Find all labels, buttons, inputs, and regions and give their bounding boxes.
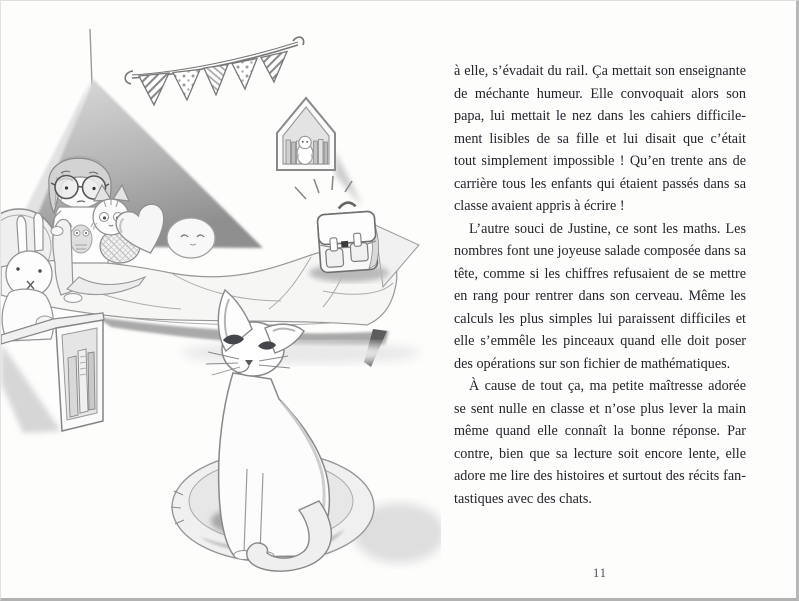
pennant-flag	[173, 70, 200, 101]
bunny-ear	[17, 216, 27, 254]
text-line: de méchante humeur. Elle convoquait alors son	[454, 85, 746, 102]
text-line: tastiques avec des chats.	[454, 490, 592, 507]
bunting-garland	[125, 37, 303, 105]
garland-hook-right	[293, 37, 304, 45]
text-line: des opérations sur son fichier de mathématiques.	[454, 355, 731, 372]
page-text	[454, 60, 746, 510]
paragraph	[454, 60, 746, 218]
paragraph	[454, 218, 746, 376]
text-line: adore me lire des histoires et surtout des récits fan-	[454, 468, 746, 484]
text-line: tout simplement impossible ! Qu’en trente ans de	[454, 153, 746, 169]
garland-hook-left	[125, 71, 133, 84]
text-line: calculs les plus simples lui paraissent difficiles et	[454, 310, 746, 327]
satchel-handle	[338, 202, 355, 208]
pennant-flag	[204, 65, 228, 96]
pennant-flag	[139, 73, 169, 105]
text-line: nombres font une joyeuse salade composée dans sa	[454, 243, 746, 259]
text-line: à elle, s’évadait du rail. Ça mettait son enseignante	[454, 63, 746, 79]
house-shelf-shadow	[335, 151, 363, 207]
page-number: 11	[592, 566, 608, 580]
text-line: en rang pour rentrer dans son cerveau. Même les	[454, 288, 746, 304]
girl-foot	[64, 294, 82, 303]
paragraph	[454, 375, 746, 510]
house-shelf	[277, 98, 363, 207]
text-line: elle s’emmêle les pinceaux quand elle doit poser	[454, 333, 746, 349]
text-line: L’autre souci de Justine, ce sont les maths. Les	[469, 220, 746, 237]
text-line: contre, bien que sa lecture soit encore lente, elle	[454, 445, 746, 462]
satchel-buckle	[341, 241, 348, 247]
shelf-books	[68, 349, 95, 417]
bunny-ear	[34, 213, 43, 251]
text-line: tête, comme si les chiffres refusaient de se mettre	[454, 265, 746, 282]
text-line: même quand elle connaît la bonne réponse. Par	[454, 423, 746, 439]
text-line: classe avaient appris à écrire !	[454, 198, 625, 214]
cat	[206, 290, 331, 571]
text-line: se sent nulle en classe et n’ose plus lever la main	[454, 400, 746, 417]
girl-hand	[51, 227, 63, 236]
satchel-flap	[317, 211, 376, 245]
pennant-flag	[232, 59, 257, 90]
text-line: carrière tous les enfants qui étaient passés dans sa	[454, 175, 746, 192]
bedroom-illustration	[1, 1, 441, 598]
text-line: À cause de tout ça, ma petite maîtresse adorée	[469, 378, 746, 394]
pennant-flag	[261, 52, 287, 83]
text-line: papa, lui mettait le nez dans les cahiers difficile-	[454, 108, 746, 124]
text-line: ment lisibles de sa fille et lui disait que c’était	[454, 130, 746, 147]
bird-figurine	[297, 136, 313, 164]
round-pillow	[167, 218, 215, 258]
